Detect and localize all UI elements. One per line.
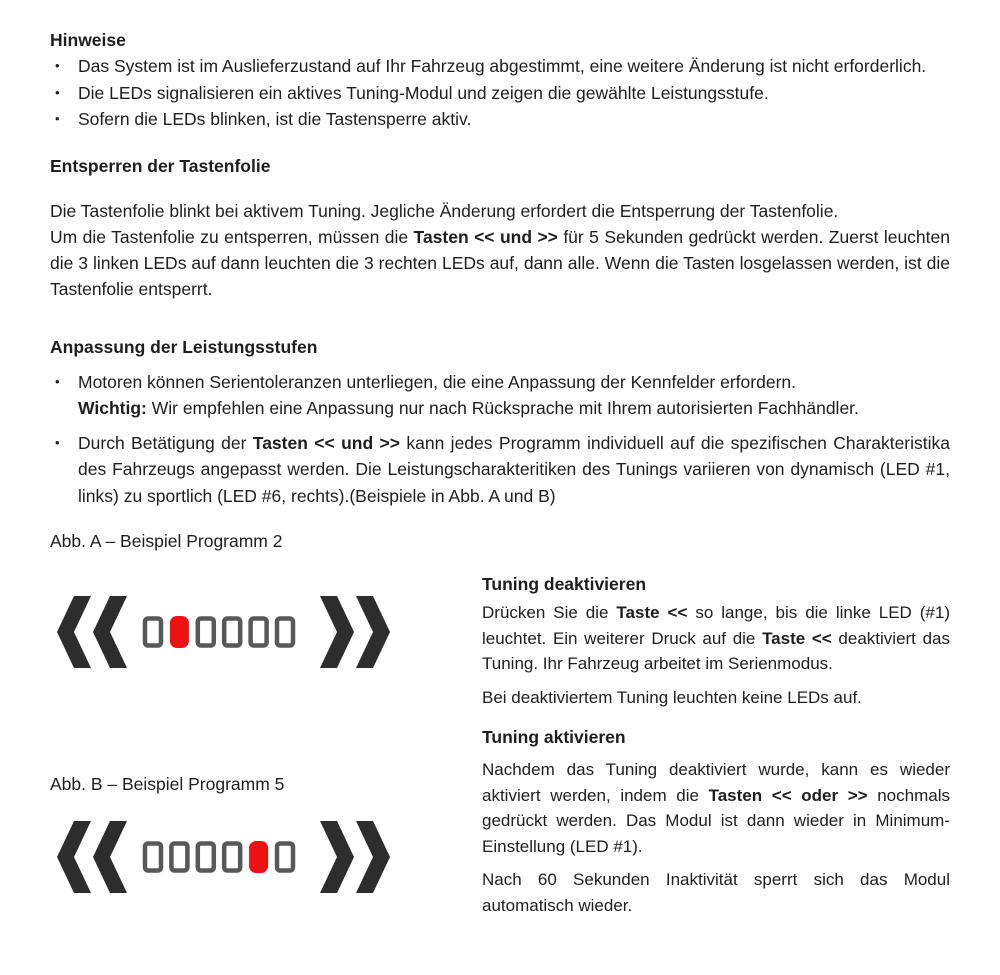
- led-1-off: [145, 844, 161, 871]
- section-anpassung: [50, 334, 950, 510]
- section-hinweise: [50, 27, 950, 133]
- deaktivieren-title: Tuning deaktivieren: [482, 574, 647, 594]
- hinweise-list: [50, 53, 950, 133]
- figure-a-caption: Abb. A – Beispiel Programm 2: [50, 531, 283, 551]
- list-item: [50, 80, 950, 107]
- anpassung-title: Anpassung der Leistungsstufen: [50, 336, 318, 357]
- paragraph-body: Um die Tastenfolie zu entsperren, müssen die Tasten << und >> für 5 Sekunden gedrückt werden. Zuerst leuchten die 3 linken LEDs auf dann leuchten die 3 rechten LEDs auf, dann alle. Wenn die Tasten losgelassen werden, ist die Tastenfolie entsperrt.: [50, 226, 950, 299]
- bullet-text: Sofern die LEDs blinken, ist die Tastensperre aktiv.: [78, 109, 472, 129]
- led-5-on: [249, 841, 268, 873]
- led-strip: [145, 841, 293, 873]
- bullet-icon: •: [55, 111, 60, 126]
- led-4-off: [224, 618, 240, 645]
- chevron-right-icon: [356, 596, 390, 668]
- led-5-off: [251, 618, 267, 645]
- deaktivieren-paragraph: Drücken Sie die Taste << so lange, bis die linke LED (#1) leuchtet. Ein weiterer Druck auf die Taste << deaktiviert das Tuning. Ihr Fahrzeug arbeitet im Serienmodus.: [482, 603, 950, 673]
- bullet-icon: •: [55, 58, 60, 73]
- led-strip: [145, 616, 293, 648]
- figure-b-led-panel: [57, 821, 390, 893]
- list-item: [50, 369, 950, 422]
- figure-b-caption: Abb. B – Beispiel Programm 5: [50, 773, 285, 794]
- anpassung-list: [50, 369, 950, 510]
- section-entsperren: [50, 153, 950, 302]
- led-2-off: [171, 844, 187, 871]
- led-6-off: [277, 844, 293, 871]
- list-item: [50, 430, 950, 510]
- led-3-off: [198, 618, 214, 645]
- bullet-icon: •: [55, 373, 60, 389]
- list-item: [50, 106, 950, 133]
- chevron-right-icon: [320, 596, 354, 668]
- aktivieren-note: Nach 60 Sekunden Inaktivität sperrt sich das Modul automatisch wieder.: [482, 870, 950, 915]
- figures-and-instructions: [50, 529, 950, 918]
- led-3-off: [198, 844, 214, 871]
- deaktivieren-note: Bei deaktiviertem Tuning leuchten keine LEDs auf.: [482, 687, 862, 707]
- led-6-off: [277, 618, 293, 645]
- bullet-text: Die LEDs signalisieren ein aktives Tuning-Modul und zeigen die gewählte Leistungsstufe.: [78, 82, 769, 103]
- bullet-line: Wichtig: Wir empfehlen eine Anpassung nur nach Rücksprache mit Ihrem autorisierten Fachhändler.: [78, 398, 859, 418]
- chevron-right-icon: [320, 821, 354, 893]
- chevron-right-icon: [356, 821, 390, 893]
- chevron-left-icon: [57, 821, 91, 893]
- led-1-off: [145, 618, 161, 645]
- bullet-text: Das System ist im Auslieferzustand auf Ihr Fahrzeug abgestimmt, eine weitere Änderung ist nicht erforderlich.: [78, 56, 927, 76]
- aktivieren-paragraph: Nachdem das Tuning deaktiviert wurde, kann es wieder aktiviert werden, indem die Tasten << oder >> nochmals gedrückt werden. Das Modul ist dann wieder in Minimum-Einstellung (LED #1).: [482, 760, 950, 856]
- bullet-text: Durch Betätigung der Tasten << und >> kann jedes Programm individuell auf die spezifischen Charakteristika des Fahrzeugs angepasst werden. Die Leistungscharakteritiken des Tunings variieren von dynamisch (LED #1, links) zu sportlich (LED #6, rechts).(Beispiele in Abb. A und B): [78, 432, 951, 506]
- led-2-on: [170, 616, 189, 648]
- chevron-left-icon: [93, 596, 127, 668]
- aktivieren-title: Tuning aktivieren: [482, 727, 626, 747]
- figures-column: [50, 529, 482, 918]
- paragraph-line: Die Tastenfolie blinkt bei aktivem Tuning. Jegliche Änderung erfordert die Entsperrung der Tastenfolie.: [50, 200, 839, 221]
- chevron-left-icon: [93, 821, 127, 893]
- instructions-column: [482, 529, 950, 918]
- hinweise-title: Hinweise: [50, 30, 126, 50]
- bullet-icon: •: [55, 84, 60, 100]
- entsperren-title: Entsperren der Tastenfolie: [50, 155, 271, 176]
- bullet-line: Motoren können Serientoleranzen unterliegen, die eine Anpassung der Kennfelder erfordern.: [78, 371, 796, 392]
- entsperren-paragraph: [50, 198, 950, 302]
- bullet-text: [78, 369, 950, 422]
- led-4-off: [224, 844, 240, 871]
- chevron-left-icon: [57, 596, 91, 668]
- list-item: [50, 53, 950, 80]
- figure-a-led-panel: [57, 596, 390, 668]
- bullet-icon: •: [55, 434, 60, 450]
